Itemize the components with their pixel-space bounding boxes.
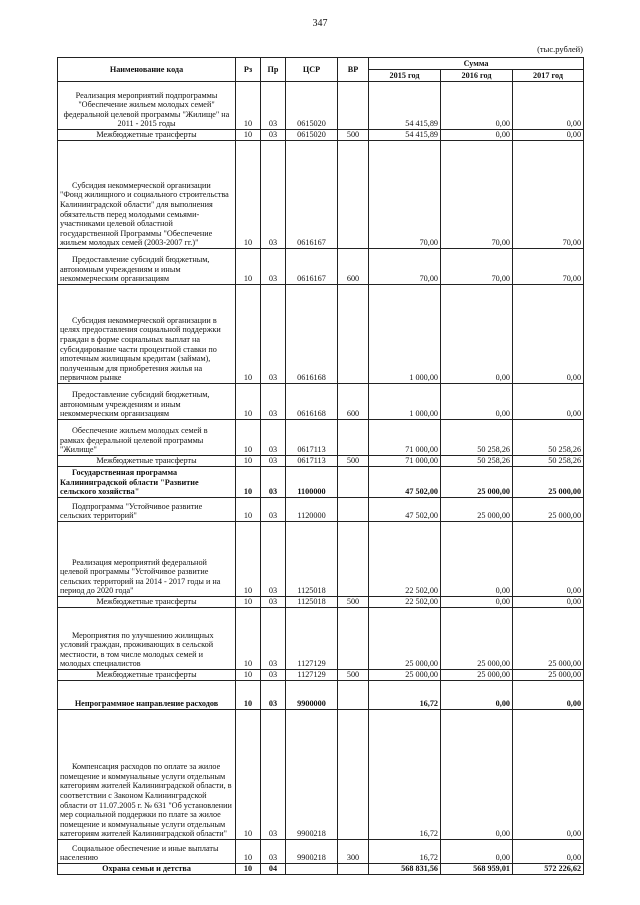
cell-vr bbox=[338, 420, 369, 456]
cell-y2015: 71 000,00 bbox=[369, 420, 441, 456]
cell-pr: 03 bbox=[261, 420, 286, 456]
cell-y2016: 0,00 bbox=[441, 82, 513, 130]
table-row bbox=[58, 498, 584, 522]
cell-rz: 10 bbox=[236, 608, 261, 670]
cell-vr: 600 bbox=[338, 249, 369, 285]
table-row bbox=[58, 130, 584, 141]
cell-name: Предоставление субсидий бюджетным, автономным учреждениям и иным некоммерческим организациям bbox=[58, 384, 236, 420]
table-row bbox=[58, 285, 584, 384]
cell-name: Субсидия некоммерческой организации в целях предоставления социальной поддержки граждан в форме социальных выплат на субсидирование части процентной ставки по ипотечным жилищным кредитам (займам), полученным для приобретения жилья на первичном рынке bbox=[58, 285, 236, 384]
cell-vr bbox=[338, 285, 369, 384]
cell-pr: 03 bbox=[261, 130, 286, 141]
cell-name: Непрограммное направление расходов bbox=[58, 681, 236, 710]
table-row bbox=[58, 670, 584, 681]
cell-pr: 03 bbox=[261, 467, 286, 498]
cell-name: Компенсация расходов по оплате за жилое помещение и коммунальные услуги отдельным категориям жителей Калининградской области, в соответствии с Законом Калининградской области от 11.07.2005 г. № 631 "Об установлении мер социальной поддержки по плате за жилое помещение и коммунальные услуги отдельным категориям жителей Калининградской области" bbox=[58, 710, 236, 840]
cell-rz: 10 bbox=[236, 285, 261, 384]
cell-rz: 10 bbox=[236, 82, 261, 130]
cell-y2015: 1 000,00 bbox=[369, 285, 441, 384]
table-row bbox=[58, 710, 584, 840]
header-year-2015: 2015 год bbox=[369, 70, 441, 82]
header-year-2016: 2016 год bbox=[441, 70, 513, 82]
cell-y2017: 0,00 bbox=[513, 285, 584, 384]
table-row bbox=[58, 864, 584, 875]
table-row bbox=[58, 681, 584, 710]
cell-y2017: 0,00 bbox=[513, 681, 584, 710]
cell-pr: 03 bbox=[261, 249, 286, 285]
cell-csr: 0617113 bbox=[286, 456, 338, 467]
cell-y2016: 25 000,00 bbox=[441, 608, 513, 670]
cell-name: Реализация мероприятий федеральной целевой программы "Устойчивое развитие сельских территорий на 2014 - 2017 годы и на период до 2020 года" bbox=[58, 522, 236, 597]
cell-y2017: 25 000,00 bbox=[513, 670, 584, 681]
cell-csr: 9900218 bbox=[286, 840, 338, 864]
cell-csr: 9900000 bbox=[286, 681, 338, 710]
cell-y2017: 0,00 bbox=[513, 522, 584, 597]
header-row-1 bbox=[58, 58, 584, 70]
cell-y2015: 16,72 bbox=[369, 710, 441, 840]
cell-y2015: 22 502,00 bbox=[369, 597, 441, 608]
header-pr: Пр bbox=[261, 58, 286, 82]
cell-y2017: 0,00 bbox=[513, 710, 584, 840]
cell-rz: 10 bbox=[236, 384, 261, 420]
cell-vr bbox=[338, 864, 369, 875]
cell-name: Государственная программа Калининградской области "Развитие сельского хозяйства" bbox=[58, 467, 236, 498]
cell-y2015: 47 502,00 bbox=[369, 498, 441, 522]
cell-pr: 03 bbox=[261, 597, 286, 608]
cell-pr: 03 bbox=[261, 141, 286, 249]
cell-csr: 0616167 bbox=[286, 249, 338, 285]
budget-table bbox=[57, 57, 584, 875]
cell-csr: 1127129 bbox=[286, 608, 338, 670]
cell-rz: 10 bbox=[236, 456, 261, 467]
cell-name: Межбюджетные трансферты bbox=[58, 456, 236, 467]
cell-csr: 0617113 bbox=[286, 420, 338, 456]
cell-y2015: 1 000,00 bbox=[369, 384, 441, 420]
cell-csr: 1125018 bbox=[286, 597, 338, 608]
table-row bbox=[58, 522, 584, 597]
cell-rz: 10 bbox=[236, 597, 261, 608]
cell-y2015: 16,72 bbox=[369, 840, 441, 864]
cell-pr: 03 bbox=[261, 285, 286, 384]
cell-rz: 10 bbox=[236, 670, 261, 681]
cell-name: Обеспечение жильем молодых семей в рамках федеральной целевой программы "Жилище" bbox=[58, 420, 236, 456]
cell-pr: 03 bbox=[261, 840, 286, 864]
cell-vr: 500 bbox=[338, 456, 369, 467]
cell-pr: 03 bbox=[261, 456, 286, 467]
cell-name: Мероприятия по улучшению жилищных условий граждан, проживающих в сельской местности, в том числе молодых семей и молодых специалистов bbox=[58, 608, 236, 670]
cell-y2015: 54 415,89 bbox=[369, 82, 441, 130]
table-row bbox=[58, 249, 584, 285]
cell-y2017: 0,00 bbox=[513, 82, 584, 130]
cell-name: Подпрограмма "Устойчивое развитие сельских территорий" bbox=[58, 498, 236, 522]
cell-name: Межбюджетные трансферты bbox=[58, 130, 236, 141]
cell-y2016: 0,00 bbox=[441, 840, 513, 864]
cell-y2016: 0,00 bbox=[441, 522, 513, 597]
cell-y2016: 0,00 bbox=[441, 130, 513, 141]
cell-vr: 500 bbox=[338, 130, 369, 141]
cell-y2015: 47 502,00 bbox=[369, 467, 441, 498]
cell-vr: 500 bbox=[338, 670, 369, 681]
cell-rz: 10 bbox=[236, 420, 261, 456]
cell-rz: 10 bbox=[236, 498, 261, 522]
cell-name: Социальное обеспечение и иные выплаты населению bbox=[58, 840, 236, 864]
cell-y2017: 0,00 bbox=[513, 597, 584, 608]
cell-vr: 600 bbox=[338, 384, 369, 420]
cell-y2016: 0,00 bbox=[441, 597, 513, 608]
cell-y2017: 50 258,26 bbox=[513, 456, 584, 467]
cell-vr bbox=[338, 141, 369, 249]
cell-csr: 1125018 bbox=[286, 522, 338, 597]
cell-vr bbox=[338, 710, 369, 840]
cell-y2017: 50 258,26 bbox=[513, 420, 584, 456]
cell-y2016: 70,00 bbox=[441, 141, 513, 249]
cell-y2015: 16,72 bbox=[369, 681, 441, 710]
cell-csr: 0616168 bbox=[286, 285, 338, 384]
cell-vr: 300 bbox=[338, 840, 369, 864]
cell-y2017: 0,00 bbox=[513, 130, 584, 141]
table-row bbox=[58, 141, 584, 249]
table-row bbox=[58, 384, 584, 420]
cell-vr: 500 bbox=[338, 597, 369, 608]
cell-vr bbox=[338, 82, 369, 130]
cell-vr bbox=[338, 498, 369, 522]
cell-rz: 10 bbox=[236, 681, 261, 710]
cell-pr: 03 bbox=[261, 384, 286, 420]
cell-y2016: 0,00 bbox=[441, 710, 513, 840]
cell-csr: 0615020 bbox=[286, 130, 338, 141]
header-vr: ВР bbox=[338, 58, 369, 82]
cell-y2017: 25 000,00 bbox=[513, 608, 584, 670]
cell-csr: 1100000 bbox=[286, 467, 338, 498]
table-row bbox=[58, 467, 584, 498]
cell-y2016: 0,00 bbox=[441, 285, 513, 384]
cell-csr: 9900218 bbox=[286, 710, 338, 840]
table-row bbox=[58, 420, 584, 456]
cell-pr: 04 bbox=[261, 864, 286, 875]
cell-csr: 0616167 bbox=[286, 141, 338, 249]
cell-y2016: 50 258,26 bbox=[441, 456, 513, 467]
cell-name: Межбюджетные трансферты bbox=[58, 597, 236, 608]
cell-pr: 03 bbox=[261, 681, 286, 710]
header-sum: Сумма bbox=[369, 58, 584, 70]
cell-name: Субсидия некоммерческой организации "Фонд жилищного и социального строительства Калининградской области" для выполнения обязательств перед молодыми семьями-участниками целевой областной государственной Программы "Обеспечение жильем молодых семей (2003-2007 гг.)" bbox=[58, 141, 236, 249]
cell-pr: 03 bbox=[261, 82, 286, 130]
cell-pr: 03 bbox=[261, 522, 286, 597]
cell-csr: 0616168 bbox=[286, 384, 338, 420]
header-name: Наименование кода bbox=[58, 58, 236, 82]
cell-y2016: 25 000,00 bbox=[441, 498, 513, 522]
header-year-2017: 2017 год bbox=[513, 70, 584, 82]
cell-y2016: 0,00 bbox=[441, 384, 513, 420]
cell-rz: 10 bbox=[236, 522, 261, 597]
cell-rz: 10 bbox=[236, 864, 261, 875]
cell-rz: 10 bbox=[236, 467, 261, 498]
header-rz: Рз bbox=[236, 58, 261, 82]
cell-y2017: 0,00 bbox=[513, 384, 584, 420]
cell-y2017: 25 000,00 bbox=[513, 467, 584, 498]
cell-y2017: 0,00 bbox=[513, 840, 584, 864]
cell-rz: 10 bbox=[236, 130, 261, 141]
cell-csr: 1120000 bbox=[286, 498, 338, 522]
cell-y2017: 25 000,00 bbox=[513, 498, 584, 522]
cell-y2015: 25 000,00 bbox=[369, 670, 441, 681]
cell-name: Предоставление субсидий бюджетным, автономным учреждениям и иным некоммерческим организациям bbox=[58, 249, 236, 285]
table-row bbox=[58, 608, 584, 670]
cell-pr: 03 bbox=[261, 670, 286, 681]
cell-y2015: 71 000,00 bbox=[369, 456, 441, 467]
table-row bbox=[58, 597, 584, 608]
cell-y2017: 572 226,62 bbox=[513, 864, 584, 875]
cell-pr: 03 bbox=[261, 608, 286, 670]
page-number: 347 bbox=[312, 18, 328, 29]
units-label: (тыс.рублей) bbox=[537, 44, 583, 54]
cell-y2016: 70,00 bbox=[441, 249, 513, 285]
table-row bbox=[58, 456, 584, 467]
cell-csr bbox=[286, 864, 338, 875]
cell-vr bbox=[338, 467, 369, 498]
cell-y2016: 50 258,26 bbox=[441, 420, 513, 456]
cell-rz: 10 bbox=[236, 141, 261, 249]
cell-y2015: 568 831,56 bbox=[369, 864, 441, 875]
cell-pr: 03 bbox=[261, 710, 286, 840]
cell-y2017: 70,00 bbox=[513, 249, 584, 285]
cell-csr: 0615020 bbox=[286, 82, 338, 130]
table-row bbox=[58, 840, 584, 864]
cell-rz: 10 bbox=[236, 710, 261, 840]
table-row bbox=[58, 82, 584, 130]
cell-rz: 10 bbox=[236, 249, 261, 285]
cell-y2015: 22 502,00 bbox=[369, 522, 441, 597]
cell-vr bbox=[338, 681, 369, 710]
cell-pr: 03 bbox=[261, 498, 286, 522]
cell-csr: 1127129 bbox=[286, 670, 338, 681]
cell-vr bbox=[338, 522, 369, 597]
cell-y2016: 25 000,00 bbox=[441, 670, 513, 681]
cell-y2016: 0,00 bbox=[441, 681, 513, 710]
cell-y2015: 70,00 bbox=[369, 141, 441, 249]
cell-y2016: 25 000,00 bbox=[441, 467, 513, 498]
cell-vr bbox=[338, 608, 369, 670]
cell-name: Охрана семьи и детства bbox=[58, 864, 236, 875]
cell-rz: 10 bbox=[236, 840, 261, 864]
header-csr: ЦСР bbox=[286, 58, 338, 82]
cell-y2015: 70,00 bbox=[369, 249, 441, 285]
cell-name: Реализация мероприятий подпрограммы "Обеспечение жильем молодых семей" федеральной целевой программы "Жилище" на 2011 - 2015 годы bbox=[58, 82, 236, 130]
cell-y2017: 70,00 bbox=[513, 141, 584, 249]
cell-name: Межбюджетные трансферты bbox=[58, 670, 236, 681]
cell-y2015: 25 000,00 bbox=[369, 608, 441, 670]
cell-y2015: 54 415,89 bbox=[369, 130, 441, 141]
cell-y2016: 568 959,01 bbox=[441, 864, 513, 875]
